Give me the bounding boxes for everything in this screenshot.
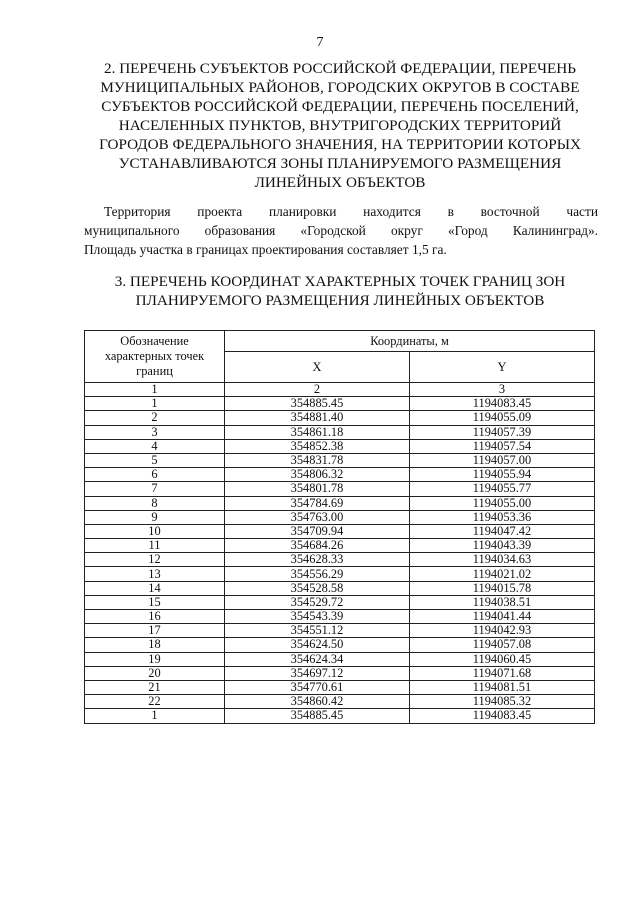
x-coordinate-cell: 354860.42 — [225, 695, 410, 709]
heading-line: ПЛАНИРУЕМОГО РАЗМЕЩЕНИЯ ЛИНЕЙНЫХ ОБЪЕКТОВ — [135, 292, 545, 309]
paragraph-line: муниципального образования «Городской округ «Город Калининград». — [84, 223, 598, 238]
y-coordinate-cell: 1194034.63 — [410, 553, 595, 567]
table-row — [85, 553, 595, 567]
y-coordinate-cell: 1194043.39 — [410, 539, 595, 553]
table-row — [85, 453, 595, 467]
table-row — [85, 539, 595, 553]
y-coordinate-cell: 1194057.54 — [410, 439, 595, 453]
point-number-cell: 16 — [85, 610, 225, 624]
heading-line: ГОРОДОВ ФЕДЕРАЛЬНОГО ЗНАЧЕНИЯ, НА ТЕРРИТОРИИ КОТОРЫХ — [99, 136, 581, 153]
coordinates-table — [84, 330, 595, 724]
index-cell: 2 — [225, 383, 410, 397]
table-row — [85, 567, 595, 581]
point-number-cell: 18 — [85, 638, 225, 652]
table-row — [85, 666, 595, 680]
table-row — [85, 425, 595, 439]
table-row — [85, 709, 595, 723]
paragraph-line: Территория проекта планировки находится в восточной части — [104, 204, 598, 219]
point-number-cell: 5 — [85, 453, 225, 467]
y-coordinate-cell: 1194085.32 — [410, 695, 595, 709]
coordinates-body — [85, 397, 595, 723]
point-number-cell: 11 — [85, 539, 225, 553]
x-coordinate-cell: 354556.29 — [225, 567, 410, 581]
x-coordinate-cell: 354628.33 — [225, 553, 410, 567]
y-coordinate-cell: 1194055.94 — [410, 468, 595, 482]
point-number-cell: 1 — [85, 709, 225, 723]
heading-line: СУБЪЕКТОВ РОССИЙСКОЙ ФЕДЕРАЦИИ, ПЕРЕЧЕНЬ ПОСЕЛЕНИЙ, — [101, 98, 579, 115]
y-coordinate-cell: 1194053.36 — [410, 510, 595, 524]
territory-paragraph — [84, 202, 598, 259]
section-3-heading — [70, 272, 610, 310]
x-coordinate-cell: 354881.40 — [225, 411, 410, 425]
y-coordinate-cell: 1194055.09 — [410, 411, 595, 425]
x-coordinate-cell: 354831.78 — [225, 453, 410, 467]
point-number-cell: 22 — [85, 695, 225, 709]
coordinates-header: Координаты, м — [225, 331, 595, 352]
y-coordinate-cell: 1194042.93 — [410, 624, 595, 638]
point-number-cell: 17 — [85, 624, 225, 638]
heading-line: МУНИЦИПАЛЬНЫХ РАЙОНОВ, ГОРОДСКИХ ОКРУГОВ В СОСТАВЕ — [100, 79, 580, 96]
table-row — [85, 524, 595, 538]
y-coordinate-cell: 1194038.51 — [410, 595, 595, 609]
table-row — [85, 510, 595, 524]
table-row — [85, 397, 595, 411]
table-row — [85, 496, 595, 510]
table-row — [85, 581, 595, 595]
point-number-cell: 12 — [85, 553, 225, 567]
index-cell: 3 — [410, 383, 595, 397]
table-row — [85, 695, 595, 709]
table-row — [85, 610, 595, 624]
x-coordinate-cell: 354770.61 — [225, 680, 410, 694]
table-row — [85, 652, 595, 666]
y-coordinate-cell: 1194057.08 — [410, 638, 595, 652]
point-number-cell: 6 — [85, 468, 225, 482]
point-number-cell: 7 — [85, 482, 225, 496]
x-coordinate-cell: 354784.69 — [225, 496, 410, 510]
y-coordinate-cell: 1194060.45 — [410, 652, 595, 666]
x-coordinate-cell: 354529.72 — [225, 595, 410, 609]
x-coordinate-cell: 354624.50 — [225, 638, 410, 652]
x-coordinate-cell: 354801.78 — [225, 482, 410, 496]
section-2-heading — [70, 59, 610, 192]
table-row — [85, 624, 595, 638]
y-coordinate-cell: 1194081.51 — [410, 680, 595, 694]
x-coordinate-cell: 354885.45 — [225, 709, 410, 723]
x-coordinate-cell: 354861.18 — [225, 425, 410, 439]
point-number-cell: 1 — [85, 397, 225, 411]
point-number-cell: 19 — [85, 652, 225, 666]
x-coordinate-cell: 354551.12 — [225, 624, 410, 638]
table-row — [85, 482, 595, 496]
y-coordinate-cell: 1194047.42 — [410, 524, 595, 538]
heading-line: НАСЕЛЕННЫХ ПУНКТОВ, ВНУТРИГОРОДСКИХ ТЕРРИТОРИЙ — [118, 117, 562, 134]
heading-line: 3. ПЕРЕЧЕНЬ КООРДИНАТ ХАРАКТЕРНЫХ ТОЧЕК ГРАНИЦ ЗОН — [114, 273, 566, 290]
x-coordinate-cell: 354624.34 — [225, 652, 410, 666]
table-row — [85, 468, 595, 482]
y-coordinate-cell: 1194083.45 — [410, 397, 595, 411]
point-number-cell: 13 — [85, 567, 225, 581]
heading-line: УСТАНАВЛИВАЮТСЯ ЗОНЫ ПЛАНИРУЕМОГО РАЗМЕЩЕНИЯ — [118, 155, 562, 172]
x-coordinate-cell: 354709.94 — [225, 524, 410, 538]
x-coordinate-cell: 354885.45 — [225, 397, 410, 411]
page-number: 7 — [316, 35, 324, 50]
point-number-cell: 10 — [85, 524, 225, 538]
index-cell: 1 — [85, 383, 225, 397]
y-coordinate-cell: 1194057.00 — [410, 453, 595, 467]
table-row — [85, 595, 595, 609]
y-coordinate-cell: 1194055.00 — [410, 496, 595, 510]
point-number-cell: 9 — [85, 510, 225, 524]
point-label-header: Обозначение характерных точек границ — [85, 331, 225, 383]
point-number-cell: 8 — [85, 496, 225, 510]
point-number-cell: 15 — [85, 595, 225, 609]
y-coordinate-cell: 1194055.77 — [410, 482, 595, 496]
point-number-cell: 21 — [85, 680, 225, 694]
y-coordinate-cell: 1194057.39 — [410, 425, 595, 439]
y-coordinate-cell: 1194015.78 — [410, 581, 595, 595]
y-coordinate-cell: 1194071.68 — [410, 666, 595, 680]
y-coordinate-cell: 1194083.45 — [410, 709, 595, 723]
y-coordinate-cell: 1194041.44 — [410, 610, 595, 624]
x-coordinate-cell: 354806.32 — [225, 468, 410, 482]
y-coordinate-cell: 1194021.02 — [410, 567, 595, 581]
table-row — [85, 411, 595, 425]
table-row — [85, 680, 595, 694]
x-coordinate-cell: 354543.39 — [225, 610, 410, 624]
point-number-cell: 20 — [85, 666, 225, 680]
table-row — [85, 439, 595, 453]
point-number-cell: 2 — [85, 411, 225, 425]
point-number-cell: 14 — [85, 581, 225, 595]
x-coordinate-cell: 354763.00 — [225, 510, 410, 524]
heading-line: 2. ПЕРЕЧЕНЬ СУБЪЕКТОВ РОССИЙСКОЙ ФЕДЕРАЦИИ, ПЕРЕЧЕНЬ — [104, 60, 576, 77]
point-number-cell: 4 — [85, 439, 225, 453]
table-row — [85, 638, 595, 652]
x-coordinate-cell: 354697.12 — [225, 666, 410, 680]
y-header: Y — [410, 352, 595, 383]
point-number-cell: 3 — [85, 425, 225, 439]
x-coordinate-cell: 354528.58 — [225, 581, 410, 595]
heading-line: ЛИНЕЙНЫХ ОБЪЕКТОВ — [254, 174, 426, 191]
paragraph-line: Площадь участка в границах проектирования составляет 1,5 га. — [84, 242, 447, 257]
x-coordinate-cell: 354684.26 — [225, 539, 410, 553]
x-coordinate-cell: 354852.38 — [225, 439, 410, 453]
x-header: X — [225, 352, 410, 383]
